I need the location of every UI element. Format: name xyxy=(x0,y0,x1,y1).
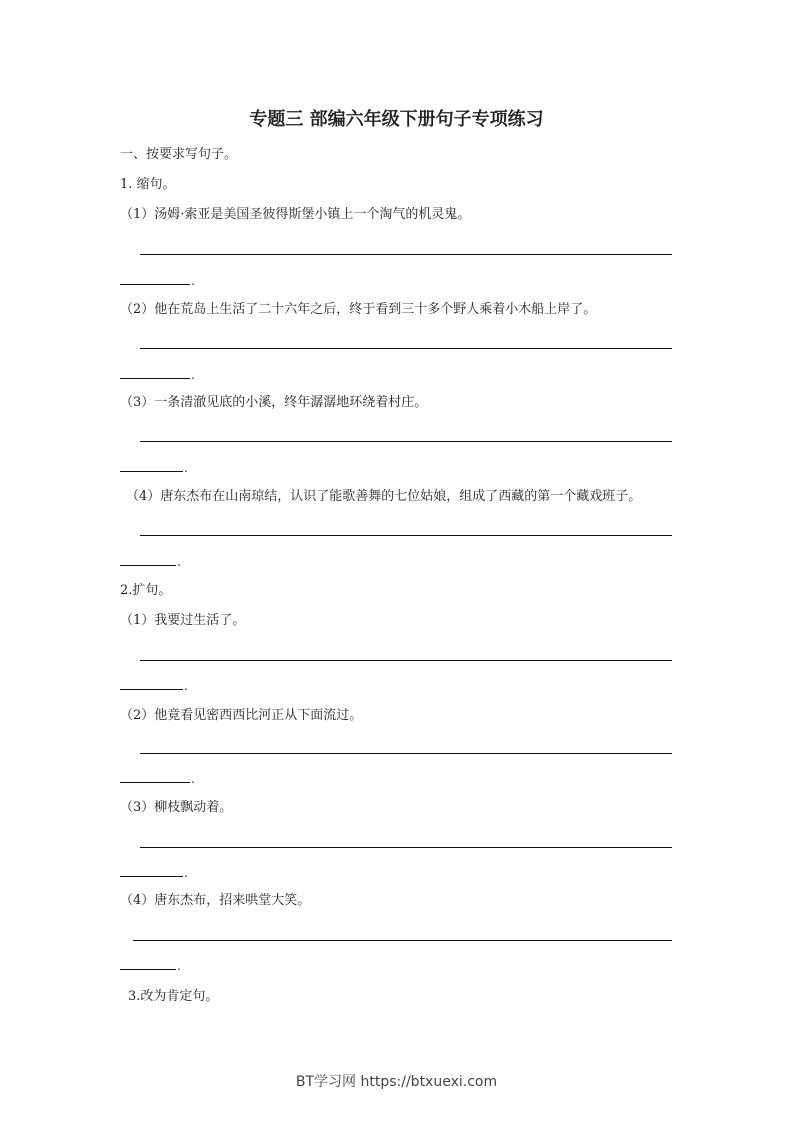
question-1-label: 1. 缩句。 xyxy=(120,177,176,192)
answer-line[interactable] xyxy=(140,254,672,255)
answer-line[interactable] xyxy=(140,660,672,661)
q2-item-4: （4）唐东杰布，招来哄堂大笑。 xyxy=(120,893,311,908)
section-heading: 一、按要求写句子。 xyxy=(120,147,238,162)
period: . xyxy=(191,274,195,288)
question-2-label: 2.扩句。 xyxy=(120,583,172,598)
q1-item-3: （3）一条清澈见底的小溪，终年潺潺地环绕着村庄。 xyxy=(120,395,428,410)
period: . xyxy=(184,866,188,880)
answer-line-short[interactable] xyxy=(120,876,183,877)
period: . xyxy=(191,368,195,382)
q1-item-1: （1）汤姆·索亚是美国圣彼得斯堡小镇上一个淘气的机灵鬼。 xyxy=(120,207,471,222)
answer-line[interactable] xyxy=(140,847,672,848)
q2-item-1: （1）我要过生活了。 xyxy=(120,613,246,628)
answer-line-short[interactable] xyxy=(120,471,183,472)
period: . xyxy=(177,555,181,569)
answer-line-short[interactable] xyxy=(120,565,176,566)
answer-line[interactable] xyxy=(140,348,672,349)
answer-line-short[interactable] xyxy=(120,782,190,783)
q2-item-2: （2）他竟看见密西西比河正从下面流过。 xyxy=(120,708,363,723)
answer-line[interactable] xyxy=(140,753,672,754)
footer-watermark: BT学习网 https://btxuexi.com xyxy=(295,1074,498,1090)
answer-line-short[interactable] xyxy=(120,689,183,690)
answer-line-short[interactable] xyxy=(120,378,190,379)
q1-item-2: （2）他在荒岛上生活了二十六年之后，终于看到三十多个野人乘着小木船上岸了。 xyxy=(120,302,597,317)
period: . xyxy=(184,461,188,475)
q2-item-3: （3）柳枝飘动着。 xyxy=(120,800,233,815)
period: . xyxy=(177,959,181,973)
period: . xyxy=(184,679,188,693)
answer-line[interactable] xyxy=(140,535,672,536)
question-3-label: 3.改为肯定句。 xyxy=(128,989,219,1004)
answer-line[interactable] xyxy=(140,441,672,442)
q1-item-4: （4）唐东杰布在山南琼结，认识了能歌善舞的七位姑娘，组成了西藏的第一个藏戏班子。 xyxy=(126,489,642,504)
answer-line-short[interactable] xyxy=(120,969,176,970)
answer-line-short[interactable] xyxy=(120,284,190,285)
period: . xyxy=(191,772,195,786)
answer-line[interactable] xyxy=(133,940,672,941)
page-title: 专题三 部编六年级下册句子专项练习 xyxy=(249,109,544,130)
